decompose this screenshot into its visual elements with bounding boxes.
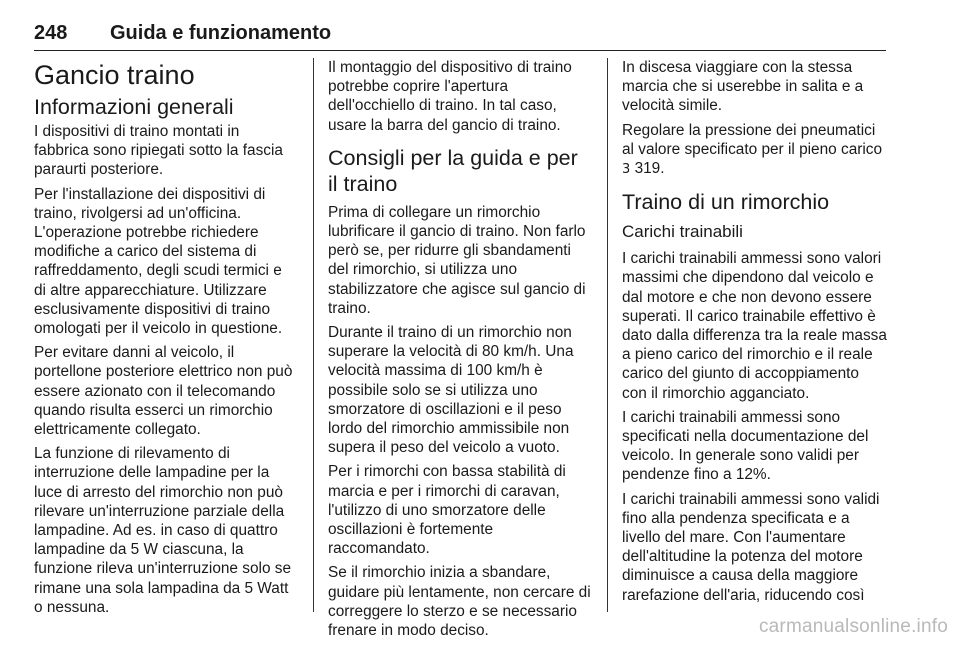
subsection-heading: Informazioni generali (34, 95, 234, 119)
running-title: Guida e funzionamento (110, 22, 332, 44)
page-number: 248 (34, 22, 68, 44)
column-divider (607, 58, 608, 612)
column-divider (313, 58, 314, 612)
section-heading: Gancio traino (34, 60, 195, 90)
paragraph-with-reference (622, 121, 888, 180)
paragraph: Prima di collegare un rimorchio lubrificare il gancio di traino. Non farlo però se, per ridurre gli sbandamenti del rimorchio, si utilizza uno stabilizzatore che agisce sul gancio di traino. (328, 203, 586, 317)
subsection-heading: Consigli per la guida e per il traino (328, 145, 578, 196)
reference-page-link[interactable]: 319. (634, 160, 665, 178)
column-3 (622, 58, 888, 610)
paragraph: I carichi trainabili ammessi sono validi fino alla pendenza specificata e a livello del mare. Con l'aumentare dell'altitudine la potenza del motore diminuisce a causa della maggiore rarefazione dell'aria, riducendo così (622, 490, 880, 604)
paragraph: I carichi trainabili ammessi sono specificati nella documentazione del veicolo. In generale sono validi per pendenze fino a 12%. (622, 408, 869, 484)
column-2 (328, 58, 592, 645)
cross-reference-icon: 3 (622, 162, 631, 178)
page-header (34, 18, 886, 51)
paragraph: Durante il traino di un rimorchio non superare la velocità di 80 km/h. Una velocità massima di 100 km/h è possibile solo se si utilizza uno smorzatore di oscillazioni e il peso lordo del rimorchio ammissibile non supera il peso del veicolo a vuoto. (328, 324, 574, 457)
subsection-heading: Traino di un rimorchio (622, 190, 830, 215)
minor-heading: Carichi trainabili (622, 222, 743, 242)
paragraph: Il montaggio del dispositivo di traino potrebbe coprire l'apertura dell'occhiello di traino. In tal caso, usare la barra del gancio di traino. (328, 59, 572, 134)
paragraph: In discesa viaggiare con la stessa marcia che si userebbe in salita e a velocità simile. (622, 59, 864, 115)
column-1 (34, 58, 298, 622)
watermark: carmanualsonline.info (758, 616, 948, 637)
paragraph: Per l'installazione dei dispositivi di traino, rivolgersi ad un'officina. L'operazione potrebbe richiedere modifiche a carico del sistema di raffreddamento, degli scudi termici e di altre apparecchiature. Utilizzare esclusivamente dispositivi di traino omologati per il veicolo in questione. (34, 185, 283, 338)
paragraph: I carichi trainabili ammessi sono valori massimi che dipendono dal veicolo e dal motore e che non devono essere superati. Il carico trainabile effettivo è dato dalla differenza tra la reale massa a pieno carico del rimorchio e il reale carico del giunto di accoppiamento con il rimorchio agganciato. (622, 250, 887, 402)
paragraph: Per i rimorchi con bassa stabilità di marcia e per i rimorchi di caravan, l'utilizzo di uno smorzatore delle oscillazioni è fortemente raccomandato. (328, 463, 566, 558)
paragraph-text: Regolare la pressione dei pneumatici al valore specificato per il pieno carico (622, 121, 883, 158)
paragraph: I dispositivi di traino montati in fabbrica sono ripiegati sotto la fascia paraurti posteriore. (34, 123, 283, 179)
paragraph: La funzione di rilevamento di interruzione delle lampadine per la luce di arresto del rimorchio non può rilevare un'interruzione parziale della lampadine. Ad es. in caso di quattro lampadine da 5 W ciascuna, la funzione rileva un'interruzione solo se rimane una sola lampadina da 5 Watt o nessuna. (34, 445, 292, 616)
paragraph: Per evitare danni al veicolo, il portellone posteriore elettrico non può essere azionato con il telecomando quando risulta esserci un rimorchio elettricamente collegato. (34, 344, 293, 439)
paragraph: Se il rimorchio inizia a sbandare, guidare più lentamente, non cercare di correggere lo sterzo e se necessario frenare in modo deciso. (328, 564, 591, 640)
